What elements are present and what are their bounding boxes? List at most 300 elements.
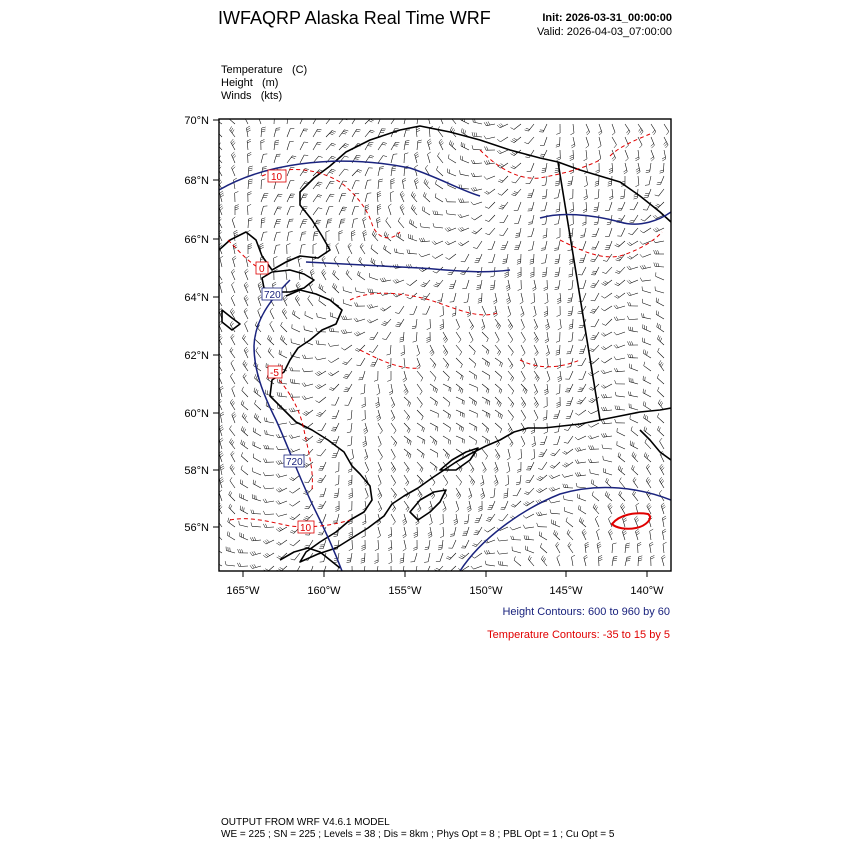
- wind-barb: [482, 462, 486, 470]
- wind-barb: [609, 228, 612, 237]
- wind-barb-feather: [478, 302, 482, 303]
- wind-barb: [409, 238, 418, 241]
- wind-barb: [604, 332, 612, 336]
- wind-barb-feather: [497, 340, 500, 343]
- wind-barb: [545, 202, 547, 211]
- wind-barb-feather: [541, 453, 545, 454]
- wind-barb-feather: [437, 453, 438, 457]
- wind-barb-feather: [526, 492, 530, 494]
- wind-barb-feather: [347, 256, 349, 259]
- wind-barb-feather: [471, 218, 474, 220]
- wind-barb: [469, 371, 477, 376]
- wind-barb-feather: [262, 127, 266, 128]
- wind-barb-feather: [609, 168, 613, 170]
- wind-barb: [661, 176, 664, 184]
- wind-barb-feather: [292, 156, 296, 157]
- wind-barb-feather: [400, 337, 404, 338]
- wind-barb-feather: [379, 181, 383, 182]
- wind-barb: [274, 245, 276, 254]
- wind-barb: [630, 445, 638, 449]
- wind-barb-feather: [387, 365, 391, 366]
- wind-barb-feather: [556, 352, 560, 353]
- wind-barb-feather: [594, 505, 596, 509]
- wind-barb-feather: [391, 179, 395, 181]
- wind-barb-feather: [497, 325, 499, 329]
- wind-barb: [317, 344, 326, 345]
- wind-barb: [365, 193, 367, 202]
- wind-barb-feather: [591, 311, 595, 312]
- wind-barb: [378, 475, 381, 483]
- wind-barb-feather: [556, 542, 559, 545]
- wind-barb: [616, 409, 625, 410]
- wind-barb-feather: [232, 271, 235, 274]
- wind-barb-feather: [334, 545, 338, 546]
- wind-barb-feather: [378, 195, 382, 197]
- wind-barb-feather: [335, 508, 339, 510]
- wind-barb-feather: [433, 223, 434, 227]
- wind-barb-feather: [436, 426, 437, 430]
- wind-barb-feather: [666, 132, 668, 135]
- wind-barb-feather: [500, 362, 501, 366]
- wind-barb-feather: [381, 324, 385, 325]
- wind-barb-feather: [315, 357, 317, 360]
- wind-barb-feather: [415, 152, 418, 154]
- wind-barb: [643, 405, 651, 410]
- wind-barb: [572, 228, 573, 237]
- wind-barb: [544, 436, 547, 445]
- wind-barb: [351, 410, 352, 419]
- wind-barb-feather: [536, 405, 539, 408]
- temperature-closed-contour: [612, 513, 650, 528]
- wind-barb-feather: [378, 483, 381, 486]
- wind-barb-feather: [507, 458, 510, 460]
- wind-barb-feather: [544, 432, 548, 434]
- wind-barb-feather: [424, 179, 426, 183]
- wind-barb-feather: [413, 206, 415, 210]
- wind-barb: [253, 458, 261, 463]
- wind-barb: [619, 267, 625, 274]
- wind-barb-feather: [450, 441, 451, 445]
- wind-barb: [230, 130, 235, 137]
- wind-barb-feather: [254, 388, 255, 392]
- wind-barb: [530, 462, 534, 470]
- wind-barb-feather: [575, 425, 578, 427]
- wind-barb: [566, 521, 573, 527]
- wind-barb: [218, 168, 222, 176]
- wind-barb: [650, 531, 651, 540]
- wind-barb: [501, 163, 508, 168]
- wind-barb-feather: [256, 376, 258, 380]
- wind-barb-feather: [278, 542, 281, 544]
- wind-barb: [404, 358, 405, 367]
- wind-barb-feather: [416, 128, 420, 130]
- wind-barb-feather: [256, 415, 258, 419]
- wind-barb-feather: [482, 497, 485, 500]
- wind-barb-feather: [348, 469, 352, 470]
- wind-barb: [495, 449, 500, 457]
- wind-barb-feather: [221, 468, 224, 470]
- wind-barb-feather: [496, 323, 498, 326]
- wind-barb-feather: [497, 551, 499, 555]
- wind-barb-feather: [429, 523, 432, 525]
- wind-barb: [469, 462, 474, 470]
- wind-barb-feather: [588, 425, 591, 428]
- wind-barb: [365, 130, 371, 137]
- wind-barb-feather: [322, 286, 323, 290]
- wind-barb-feather: [411, 220, 412, 224]
- wind-barb-feather: [475, 532, 479, 533]
- wind-barb-feather: [458, 244, 461, 246]
- wind-barb-feather: [231, 323, 233, 326]
- wind-barb-feather: [636, 503, 639, 505]
- wind-barb: [612, 137, 617, 145]
- wind-barb-feather: [277, 392, 278, 396]
- wind-barb-feather: [627, 316, 629, 320]
- wind-barb: [566, 462, 573, 467]
- wind-barb-feather: [487, 519, 491, 520]
- wind-barb: [568, 436, 573, 443]
- wind-barb-feather: [619, 406, 620, 410]
- wind-barb: [417, 475, 423, 482]
- wind-barb-feather: [422, 453, 423, 457]
- wind-barb-feather: [364, 432, 367, 435]
- wind-barb-feather: [310, 284, 313, 287]
- wind-barb-feather: [449, 140, 450, 144]
- wind-barb: [320, 449, 326, 456]
- wind-barb-feather: [335, 510, 339, 512]
- wind-barb-feather: [645, 402, 646, 406]
- wind-barb-feather: [564, 430, 568, 431]
- wind-barb-feather: [542, 172, 546, 173]
- wind-barb: [644, 215, 651, 221]
- wind-barb-feather: [376, 404, 380, 406]
- wind-barb-feather: [439, 545, 443, 546]
- wind-barb: [339, 144, 345, 151]
- wind-barb-feather: [557, 300, 561, 302]
- wind-barb-feather: [370, 132, 374, 133]
- wind-barb-feather: [594, 222, 598, 223]
- wind-barb-feather: [216, 530, 218, 534]
- wind-barb: [595, 319, 599, 327]
- wind-barb-feather: [562, 452, 565, 454]
- wind-barb: [436, 170, 443, 176]
- wind-barb-feather: [578, 365, 582, 366]
- wind-barb-feather: [626, 561, 630, 562]
- wind-barb: [551, 513, 560, 514]
- wind-barb: [417, 449, 424, 454]
- wind-barb-feather: [452, 143, 453, 147]
- wind-barb-feather: [523, 504, 526, 506]
- wind-barb: [265, 527, 274, 528]
- wind-barb-feather: [436, 442, 437, 446]
- wind-barb-feather: [496, 453, 498, 456]
- wind-barb-feather: [556, 402, 560, 404]
- wind-barb-feather: [584, 555, 587, 557]
- wind-barb-feather: [220, 256, 223, 258]
- wind-barb-feather: [541, 556, 543, 559]
- wind-barb-feather: [364, 430, 367, 433]
- wind-barb-feather: [388, 536, 392, 538]
- wind-barb-feather: [423, 296, 427, 297]
- wind-barb: [658, 202, 664, 208]
- wind-barb-feather: [582, 224, 586, 225]
- wind-barb-feather: [394, 430, 396, 433]
- wind-barb-feather: [646, 428, 647, 432]
- wind-barb-feather: [616, 317, 618, 321]
- wind-barb: [365, 553, 366, 562]
- wind-barb: [453, 280, 456, 289]
- wind-barb-feather: [246, 126, 250, 128]
- wind-barb-feather: [608, 183, 612, 184]
- wind-barb-feather: [535, 403, 538, 406]
- wind-barb: [280, 339, 287, 345]
- wind-barb-feather: [448, 455, 450, 459]
- wind-barb-feather: [274, 116, 278, 117]
- wind-barb: [630, 368, 638, 371]
- wind-barb: [261, 180, 262, 189]
- wind-barb-feather: [315, 386, 318, 388]
- wind-barb-feather: [476, 133, 477, 137]
- wind-barb: [603, 448, 612, 449]
- wind-barb-feather: [379, 470, 382, 473]
- wind-barb: [500, 124, 508, 128]
- wind-barb-feather: [647, 466, 650, 469]
- wind-barb-feather: [393, 494, 395, 498]
- wind-barb-feather: [362, 536, 366, 538]
- wind-barb-feather: [513, 536, 514, 540]
- wind-barb-feather: [607, 224, 611, 225]
- wind-barb-feather: [613, 560, 617, 561]
- wind-barb-feather: [634, 492, 636, 495]
- wind-barb: [287, 181, 290, 189]
- wind-barb-feather: [434, 365, 436, 369]
- wind-barb-feather: [591, 285, 595, 286]
- wind-barb-feather: [481, 495, 484, 498]
- wind-barb: [415, 167, 417, 176]
- wind-barb: [318, 384, 326, 389]
- wind-barb: [500, 137, 508, 142]
- wind-barb-feather: [470, 340, 473, 343]
- wind-barb-feather: [362, 419, 366, 421]
- wind-barb-feather: [290, 518, 294, 520]
- wind-barb-feather: [657, 323, 658, 327]
- wind-barb-feather: [556, 350, 560, 351]
- wind-barb-feather: [662, 507, 665, 510]
- wind-barb-feather: [396, 142, 400, 143]
- wind-barb: [508, 449, 510, 458]
- wind-barb-feather: [514, 138, 518, 140]
- wind-barb-feather: [504, 493, 508, 494]
- wind-barb: [465, 540, 469, 548]
- wind-barb-feather: [570, 209, 574, 211]
- wind-barb-feather: [575, 460, 577, 464]
- wind-barb: [592, 495, 599, 501]
- wind-barb-feather: [352, 234, 356, 236]
- wind-barb-feather: [388, 534, 392, 536]
- wind-barb-feather: [660, 338, 662, 342]
- wind-barb-feather: [647, 503, 650, 506]
- wind-barb-feather: [253, 454, 254, 458]
- wind-barb-feather: [555, 170, 559, 171]
- wind-barb-feather: [499, 124, 502, 127]
- wind-barb-feather: [460, 228, 463, 231]
- wind-barb-feather: [292, 367, 293, 371]
- wind-barb-feather: [291, 157, 295, 158]
- wind-barb-feather: [278, 194, 282, 195]
- wind-barb: [313, 116, 318, 124]
- wind-barb: [440, 553, 443, 562]
- wind-barb-feather: [448, 440, 449, 444]
- wind-barb-feather: [646, 172, 650, 173]
- wind-barb: [494, 280, 495, 289]
- wind-barb-feather: [590, 400, 594, 402]
- wind-barb: [599, 557, 600, 566]
- wind-barb-feather: [621, 468, 622, 472]
- wind-barb: [609, 241, 612, 249]
- wind-barb-feather: [558, 380, 562, 382]
- wind-barb: [426, 566, 430, 574]
- wind-barb-feather: [629, 242, 632, 245]
- wind-barb-feather: [419, 269, 422, 272]
- wind-barb-feather: [542, 274, 546, 275]
- wind-barb: [226, 565, 235, 566]
- wind-barb: [330, 332, 339, 333]
- wind-barb-feather: [525, 503, 528, 505]
- wind-barb-feather: [216, 153, 218, 157]
- wind-barb-feather: [497, 455, 499, 458]
- wind-barb: [657, 417, 664, 423]
- wind-barb-feather: [613, 543, 617, 544]
- wind-barb: [603, 410, 612, 411]
- wind-barb-feather: [244, 429, 246, 433]
- wind-barb-feather: [329, 196, 333, 197]
- wind-barb: [473, 136, 482, 137]
- wind-barb-feather: [481, 326, 484, 329]
- wind-barb: [521, 358, 525, 366]
- wind-barb-feather: [445, 353, 447, 356]
- wind-barb-feather: [248, 183, 252, 184]
- wind-barb-feather: [347, 560, 351, 561]
- wind-barb-feather: [474, 364, 475, 368]
- wind-barb-feather: [644, 265, 646, 268]
- wind-barb: [586, 202, 587, 211]
- wind-barb-feather: [249, 181, 253, 182]
- wind-barb-feather: [421, 286, 425, 287]
- wind-barb: [559, 254, 561, 263]
- wind-barb-feather: [487, 440, 488, 444]
- variable-name: Winds: [221, 90, 252, 102]
- wind-barb-feather: [272, 282, 276, 284]
- wind-barb: [657, 430, 664, 436]
- wind-barb-feather: [302, 355, 304, 359]
- wind-barb-feather: [232, 282, 235, 285]
- wind-barb-feather: [345, 117, 349, 118]
- wind-barb-feather: [544, 406, 548, 408]
- wind-barb: [505, 241, 508, 249]
- wind-barb-feather: [646, 170, 650, 171]
- wind-barb-feather: [407, 469, 409, 472]
- wind-barb-feather: [266, 402, 267, 406]
- wind-barb: [308, 299, 313, 306]
- wind-barb: [384, 249, 391, 254]
- wind-barb: [495, 371, 502, 377]
- wind-barb-feather: [374, 260, 375, 264]
- wind-barb: [517, 488, 521, 496]
- wind-barb-feather: [284, 297, 287, 300]
- wind-barb-feather: [440, 324, 444, 326]
- wind-barb-feather: [544, 311, 548, 313]
- wind-barb-feather: [510, 527, 513, 530]
- wind-barb: [488, 189, 495, 194]
- wind-barb-feather: [514, 556, 515, 560]
- wind-barb-feather: [427, 341, 431, 343]
- wind-barb-feather: [494, 302, 497, 304]
- wind-barb-feather: [617, 406, 618, 410]
- wind-barb: [268, 339, 275, 345]
- wind-barb-feather: [438, 547, 442, 548]
- wind-barb-feather: [334, 256, 336, 259]
- lat-label: 58°N: [184, 465, 209, 477]
- wind-barb-feather: [241, 426, 242, 430]
- wind-barb: [573, 124, 574, 133]
- wind-barb-feather: [428, 113, 431, 115]
- wind-barb-feather: [232, 453, 235, 456]
- wind-barb: [319, 301, 326, 306]
- wind-barb: [658, 391, 665, 397]
- wind-barb-feather: [587, 132, 590, 135]
- wind-barb-feather: [249, 166, 253, 167]
- wind-barb-feather: [485, 233, 489, 234]
- wind-barb-feather: [649, 507, 652, 510]
- wind-barb-feather: [501, 164, 504, 166]
- wind-barb-feather: [500, 180, 504, 182]
- wind-barb-feather: [659, 337, 661, 341]
- wind-barb-feather: [505, 276, 509, 278]
- wind-barb: [631, 430, 638, 436]
- wind-barb-feather: [628, 341, 630, 345]
- wind-barb-feather: [265, 554, 268, 557]
- wind-barb: [582, 384, 587, 392]
- wind-barb-feather: [283, 310, 285, 313]
- wind-barb-feather: [244, 308, 247, 311]
- wind-barb: [448, 158, 456, 163]
- wind-barb-feather: [408, 417, 410, 420]
- wind-barb-feather: [572, 146, 575, 148]
- wind-barb: [474, 566, 483, 569]
- wind-barb-feather: [411, 205, 413, 209]
- wind-barb-feather: [494, 480, 497, 483]
- wind-barb-feather: [233, 178, 237, 180]
- wind-barb-feather: [661, 364, 663, 367]
- wind-barb-feather: [276, 474, 278, 477]
- wind-barb-feather: [655, 215, 658, 218]
- wind-barb-feather: [603, 282, 607, 284]
- wind-barb-feather: [581, 519, 582, 523]
- wind-barb-feather: [662, 505, 665, 508]
- wind-barb-feather: [276, 435, 278, 438]
- wind-barb-feather: [395, 280, 398, 283]
- wind-barb-feather: [450, 114, 452, 118]
- wind-barb-feather: [380, 167, 384, 168]
- wind-barb-feather: [601, 361, 604, 363]
- wind-barb: [638, 544, 639, 553]
- wind-barb-feather: [590, 261, 594, 262]
- wind-barb-feather: [276, 513, 278, 516]
- wind-barb-feather: [450, 536, 454, 537]
- wind-barb-feather: [414, 536, 418, 538]
- wind-barb-feather: [546, 352, 549, 354]
- wind-barb-feather: [637, 533, 640, 536]
